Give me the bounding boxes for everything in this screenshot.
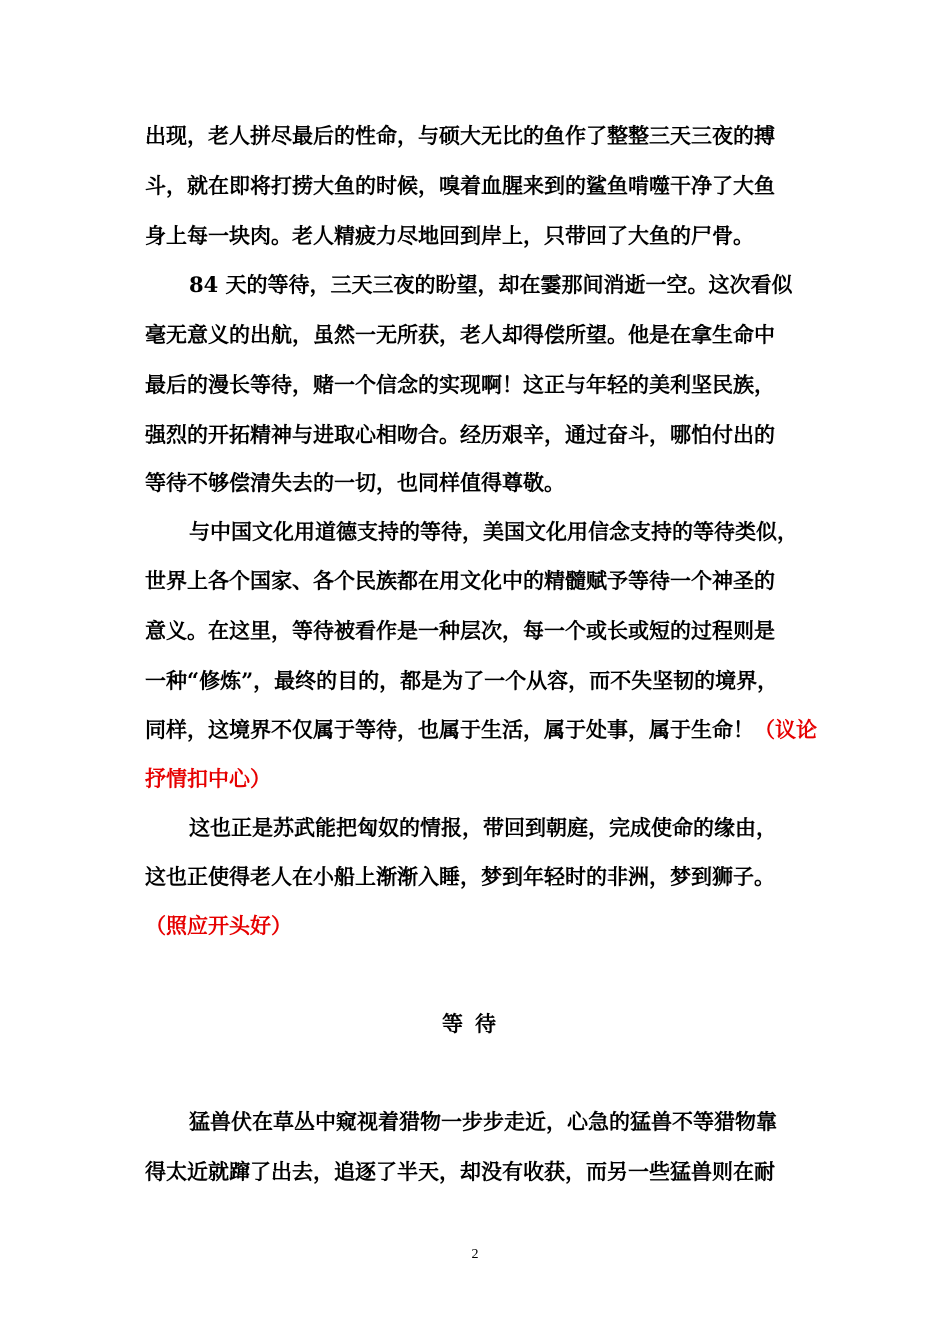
annotation-note: 抒情扣中心） [145,766,271,791]
paragraph-line: 这也正是苏武能把匈奴的情报，带回到朝庭，完成使命的缘由， [189,815,777,840]
paragraph-line: 等待不够偿清失去的一切，也同样值得尊敬。 [145,470,565,495]
paragraph-line: 84 天的等待，三天三夜的盼望，却在霎那间消逝一空。这次看似 [189,272,793,297]
section-title: 等待 [442,1011,508,1036]
paragraph-line: 猛兽伏在草丛中窥视着猎物一步步走近，心急的猛兽不等猎物靠 [189,1109,777,1134]
paragraph-line: 意义。在这里，等待被看作是一种层次，每一个或长或短的过程则是 [145,618,775,643]
paragraph-line: 得太近就蹿了出去，追逐了半天，却没有收获，而另一些猛兽则在耐 [145,1159,775,1184]
paragraph-line: 身上每一块肉。老人精疲力尽地回到岸上，只带回了大鱼的尸骨。 [145,223,754,248]
paragraph-line: 毫无意义的出航，虽然一无所获，老人却得偿所望。他是在拿生命中 [145,322,775,347]
annotation-note: （议论 [754,717,817,742]
annotation-note: （照应开头好） [145,913,292,938]
paragraph-line: 世界上各个国家、各个民族都在用文化中的精髓赋予等待一个神圣的 [145,568,775,593]
paragraph-line [145,715,817,745]
paragraph-line: 强烈的开拓精神与进取心相吻合。经历艰辛，通过奋斗，哪怕付出的 [145,422,775,447]
paragraph-line: 与中国文化用道德支持的等待，美国文化用信念支持的等待类似， [189,519,798,544]
paragraph-line: 斗，就在即将打捞大鱼的时候，嗅着血腥来到的鲨鱼啃噬干净了大鱼 [145,173,775,198]
paragraph-line: 这也正使得老人在小船上渐渐入睡，梦到年轻时的非洲，梦到狮子。 [145,864,775,889]
page-number: 2 [471,1247,479,1262]
paragraph-line: 最后的漫长等待，赌一个信念的实现啊！这正与年轻的美利坚民族， [145,372,775,397]
paragraph-text: 同样，这境界不仅属于等待，也属于生活，属于处事，属于生命！ [145,717,754,742]
paragraph-line: 出现，老人拼尽最后的性命，与硕大无比的鱼作了整整三天三夜的搏 [145,123,775,148]
paragraph-line: 一种“修炼”，最终的目的，都是为了一个从容，而不失坚韧的境界， [145,668,779,693]
